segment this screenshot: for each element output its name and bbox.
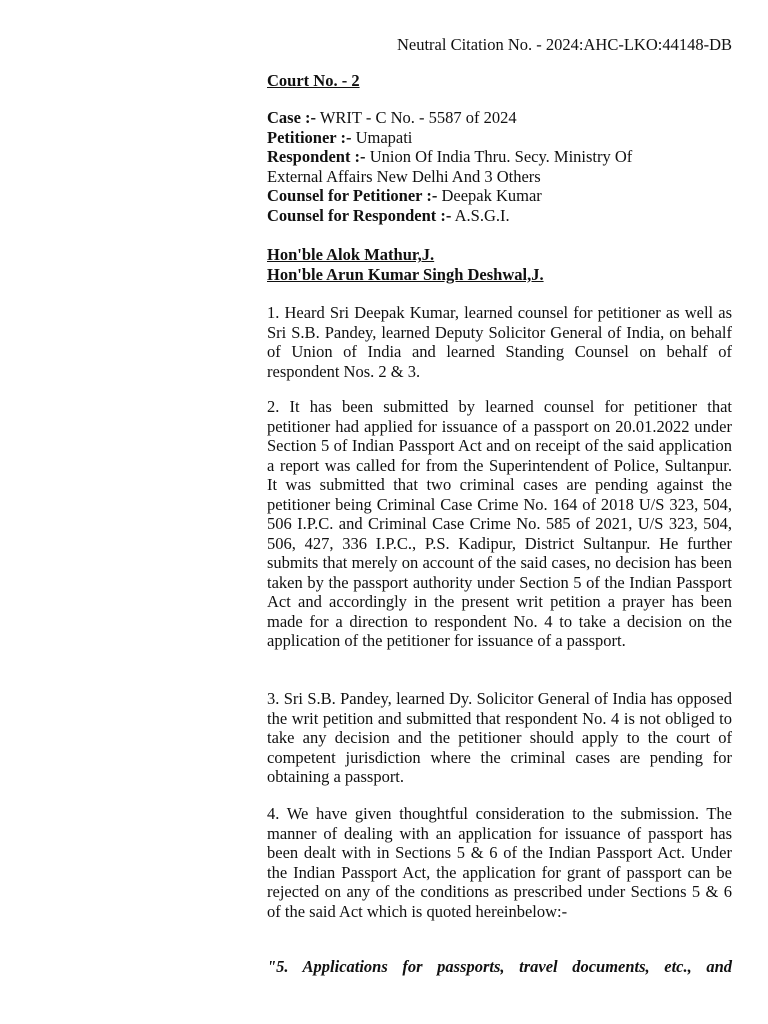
paragraph-1: 1. Heard Sri Deepak Kumar, learned counsel for petitioner as well as Sri S.B. Pandey, learned Deputy Solicitor General of India, on behalf of Union of India and learned Standing Counsel on behalf of respondent Nos. 2 & 3.: [267, 303, 732, 381]
court-number: Court No. - 2: [267, 71, 360, 90]
petitioner-label: Petitioner :-: [267, 127, 352, 147]
paragraph-3: 3. Sri S.B. Pandey, learned Dy. Solicitor General of India has opposed the writ petition and submitted that respondent No. 4 is not obliged to take any decision and the petitioner should apply to the court of competent jurisdiction where the criminal cases are pending for obtaining a passport.: [267, 689, 732, 786]
respondent-row: [267, 147, 732, 167]
counsel-petitioner-row: [267, 186, 732, 206]
petitioner-value: Umapati: [351, 127, 413, 147]
quoted-statute-heading: "5. Applications for passports, travel documents, etc., and: [267, 957, 732, 976]
counsel-petitioner-value: Deepak Kumar: [437, 186, 542, 205]
case-label: Case :-: [267, 108, 317, 127]
bench: [267, 245, 544, 284]
counsel-respondent-value: A.S.G.I.: [451, 205, 510, 225]
judge-name: Hon'ble Alok Mathur,J.: [267, 245, 435, 264]
case-value: WRIT - C No. - 5587 of 2024: [316, 108, 517, 127]
paragraph-4: 4. We have given thoughtful consideration to the submission. The manner of dealing with an application for issuance of passport has been dealt with in Sections 5 & 6 of the Indian Passport Act. Under the Indian Passport Act, the application for grant of passport can be rejected on any of the conditions as prescribed under Sections 5 & 6 of the said Act which is quoted hereinbelow:-: [267, 804, 732, 921]
respondent-value: Union Of India Thru. Secy. Ministry Of: [365, 147, 633, 166]
case-row: [267, 108, 732, 128]
paragraph-2: 2. It has been submitted by learned counsel for petitioner that petitioner had applied for issuance of a passport on 20.01.2022 under Section 5 of Indian Passport Act and on receipt of the said application a report was called for from the Superintendent of Police, Sultanpur. It was submitted that two criminal cases are pending against the petitioner being Criminal Case Crime No. 164 of 2018 U/S 323, 504, 506 I.P.C. and Criminal Case Crime No. 585 of 2021, U/S 323, 504, 506, 427, 336 I.P.C., P.S. Kadipur, District Sultanpur. He further submits that merely on account of the said cases, no decision has been taken by the passport authority under Section 5 of the Indian Passport Act and accordingly in the present writ petition a prayer has been made for a direction to respondent No. 4 to take a decision on the application of the petitioner for issuance of a passport.: [267, 397, 732, 650]
respondent-row-continued: External Affairs New Delhi And 3 Others: [267, 166, 541, 186]
neutral-citation: Neutral Citation No. - 2024:AHC-LKO:44148-DB: [396, 35, 732, 54]
counsel-respondent-row: [267, 206, 732, 226]
petitioner-row: [267, 128, 732, 148]
respondent-label: Respondent :-: [267, 147, 366, 166]
counsel-respondent-label: Counsel for Respondent :-: [267, 205, 452, 225]
counsel-petitioner-label: Counsel for Petitioner :-: [267, 186, 438, 205]
judge-name: Hon'ble Arun Kumar Singh Deshwal,J.: [267, 264, 544, 284]
case-details: [267, 108, 732, 225]
